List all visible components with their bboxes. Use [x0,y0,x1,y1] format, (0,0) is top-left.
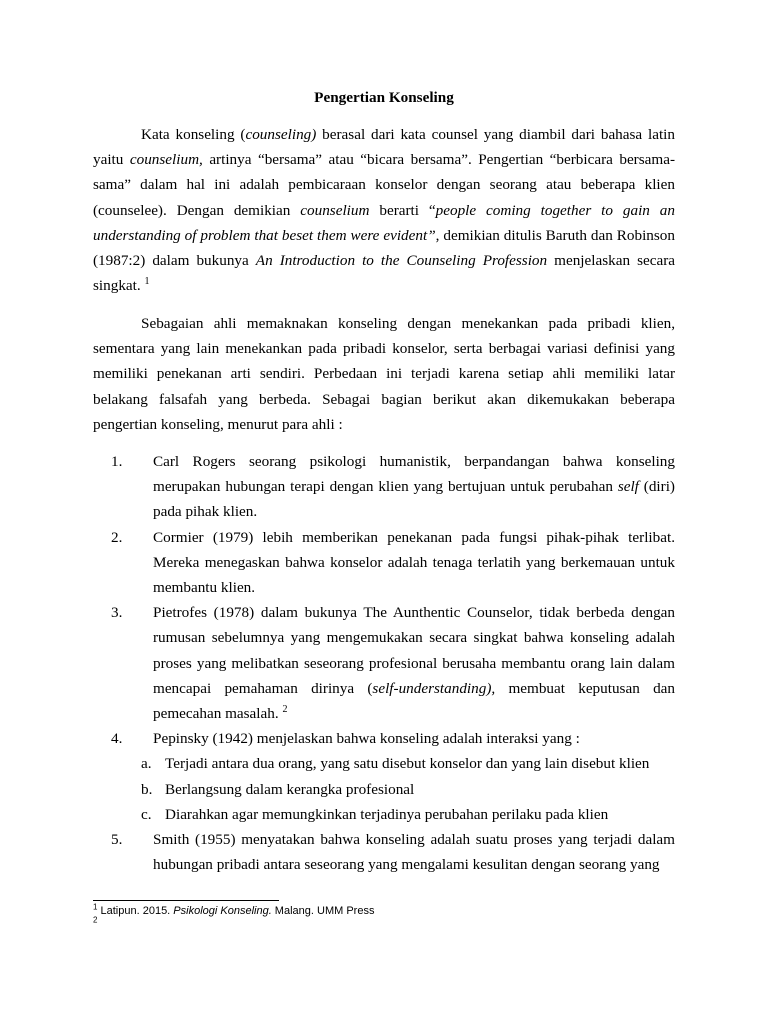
list-text: Cormier (1979) lebih memberikan penekanan pada fungsi pihak-pihak terlibat. Mereka menegaskan bahwa konselor adalah tenaga terlatih yang berkemauan untuk membantu klien. [153,528,675,597]
list-item [93,525,675,601]
sub-text: Terjadi antara dua orang, yang satu disebut konselor dan yang lain disebut klien [165,755,650,773]
sub-text: Berlangsung dalam kerangka profesional [165,780,415,798]
list-item [93,827,675,877]
list-item [93,449,675,525]
p1-italic: counseling) [245,126,317,143]
footnote-1 [93,902,675,918]
p1-text: berasal dari kata counsel yang diambil dari bahasa latin yaitu [93,126,675,169]
list-number: 4. [111,730,123,748]
list-number: 1. [111,453,123,470]
list-number: 3. [111,604,123,622]
list-number: 2. [111,528,123,546]
sub-letter: b. [141,780,153,798]
paragraph-2 [93,311,675,437]
list-italic: self-understanding), [372,679,496,697]
list-number: 5. [111,831,123,849]
p2-text: Sebagaian ahli memaknakan konseling dengan menekankan pada pribadi klien, sementara yang lain menekankan pada pribadi konselor, serta berbagai variasi definisi yang memiliki penekanan arti sendiri. Perbedaan ini terjadi karena setiap ahli memiliki latar belakang falsafah yang berbeda. Sebagai bagian berikut akan dikemukakan beberapa pengertian konseling, menurut para ahli : [93,315,675,433]
list-text: Carl Rogers seorang psikologi humanistik, berpandangan bahwa konseling merupakan hubungan terapi dengan klien yang bertujuan untuk perubahan [153,453,675,496]
list-italic: self [617,478,639,496]
p1-text: , demikian ditulis Baruth dan Robinson (1987:2) dalam bukunya [93,226,675,270]
paragraph-1 [93,122,675,298]
p1-text: menjelaskan secara singkat. [93,252,676,295]
footnote-number: 2 [93,915,98,925]
list-text: Pietrofes (1978) dalam bukunya The Aunthentic Counselor, tidak berbeda dengan rumusan sebelumnya yang mengemukakan secara singkat bahwa konseling adalah proses yang melibatkan seseorang profesional berusaha membantu orang lain dalam mencapai pemahaman dirinya ( [153,604,675,697]
footnote-italic: Psikologi Konseling. [173,905,272,917]
sub-letter: a. [141,755,152,773]
p1-text: artinya “bersama” atau “bicara bersama”. Pengertian “berbicara bersama-sama” dalam hal ini adalah pembicaraan konselor dengan seorang atau beberapa klien (counselee). Dengan demikian [93,151,676,219]
p1-italic: counselium, [129,151,203,169]
p1-text: Kata konseling ( [141,126,246,143]
sub-text: Diarahkan agar memungkinkan terjadinya perubahan perilaku pada klien [165,805,609,823]
sub-item [93,777,675,802]
footnote-text: Malang. UMM Press [271,905,375,917]
definitions-list [93,449,675,877]
p1-book-title: An Introduction to the Counseling Profession [255,252,548,270]
sub-item [93,751,675,776]
list-text: Smith (1955) menyatakan bahwa konseling adalah suatu proses yang terjadi dalam hubungan pribadi antara seseorang yang mengalami kesulitan dengan seorang yang [153,831,675,874]
sub-item [93,802,675,827]
footnote-divider [93,900,279,901]
footnote-text: Latipun. 2015. [97,905,174,917]
list-text: Pepinsky (1942) menjelaskan bahwa konseling adalah interaksi yang : [153,730,580,748]
footnote-2 [93,915,675,931]
page-title: Pengertian Konseling [314,89,454,106]
p1-italic: counselium [300,201,370,219]
footnote-number: 1 [93,902,98,912]
footnote-ref-2[interactable]: 2 [282,703,288,715]
list-text: (diri) pada pihak klien. [153,478,675,521]
sub-letter: c. [141,805,152,823]
p1-text: berarti “ [369,201,436,219]
list-item [93,600,675,726]
footnote-ref-1[interactable]: 1 [144,276,150,288]
footnotes [93,902,675,931]
p1-italic: people coming together to gain an understanding of problem that beset them were evident” [93,201,675,244]
list-text: membuat keputusan dan pemecahan masalah. [153,679,675,723]
list-item [93,726,675,751]
